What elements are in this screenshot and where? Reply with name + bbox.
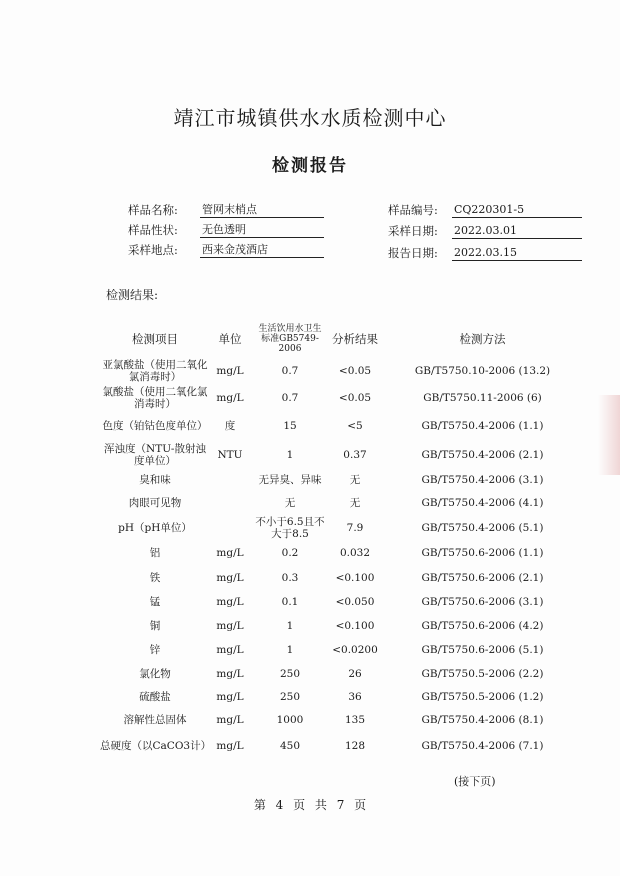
cell-method: GB/T5750.6-2006 (5.1) — [421, 644, 544, 656]
sample-name-value: 管网末梢点 — [200, 202, 324, 218]
cell-result: <0.100 — [335, 572, 375, 584]
cell-method: GB/T5750.6-2006 (2.1) — [421, 572, 544, 584]
cell-item: 肉眼可见物 — [128, 497, 182, 509]
cell-item: 色度（铂钴色度单位） — [102, 420, 208, 432]
table-row — [0, 385, 620, 411]
table-row — [0, 440, 620, 470]
cell-result: 135 — [344, 714, 366, 726]
cell-result: 0.032 — [339, 547, 371, 559]
table-row — [0, 663, 620, 685]
cell-standard: 15 — [283, 420, 297, 432]
sampling-site-label: 采样地点: — [128, 243, 178, 257]
cell-item: 氯酸盐（使用二氧化氯消毒时） — [102, 386, 208, 410]
cell-method: GB/T5750.11-2006 (6) — [423, 392, 542, 404]
table-row — [0, 615, 620, 637]
table-row — [0, 732, 620, 760]
header-item: 检测项目 — [132, 332, 178, 346]
table-row — [0, 639, 620, 661]
cell-unit — [210, 493, 250, 513]
cell-item: 铜 — [149, 620, 161, 632]
cell-unit: mg/L — [216, 714, 244, 726]
cell-unit — [210, 470, 250, 490]
cell-result: <0.050 — [335, 596, 375, 608]
cell-result: <0.0200 — [332, 644, 378, 656]
cell-item: 锌 — [149, 644, 161, 656]
table-header — [0, 320, 620, 358]
table-row — [0, 686, 620, 708]
sample-no-value: CQ220301-5 — [452, 202, 582, 218]
continued-note: (接下页) — [454, 775, 496, 788]
cell-method: GB/T5750.10-2006 (13.2) — [414, 365, 551, 377]
sample-no-label: 样品编号: — [388, 203, 438, 217]
table-row — [0, 515, 620, 541]
cell-method: GB/T5750.5-2006 (2.2) — [421, 668, 544, 680]
cell-method: GB/T5750.4-2006 (5.1) — [421, 522, 544, 534]
cell-result: 0.37 — [343, 449, 367, 461]
cell-result: 128 — [344, 740, 366, 752]
table-row — [0, 542, 620, 564]
cell-item: 总硬度（以CaCO3计） — [100, 740, 212, 752]
table-row — [0, 470, 620, 490]
cell-method: GB/T5750.5-2006 (1.2) — [421, 691, 544, 703]
cell-method: GB/T5750.4-2006 (1.1) — [421, 420, 544, 432]
cell-method: GB/T5750.4-2006 (7.1) — [421, 740, 544, 752]
cell-unit: mg/L — [216, 668, 244, 680]
table-row — [0, 591, 620, 613]
sample-name-label: 样品名称: — [128, 203, 178, 217]
table-row — [0, 413, 620, 439]
cell-standard: 无异臭、异味 — [258, 474, 322, 486]
cell-standard: 450 — [279, 740, 301, 752]
cell-unit: mg/L — [216, 547, 244, 559]
cell-standard: 无 — [284, 497, 296, 509]
sampling-site-value: 西来金茂酒店 — [200, 242, 324, 258]
cell-standard: 1 — [286, 620, 294, 632]
cell-unit: mg/L — [216, 620, 244, 632]
cell-standard: 1 — [286, 644, 294, 656]
cell-standard: 0.1 — [281, 596, 299, 608]
sampling-date-label: 采样日期: — [388, 224, 438, 238]
cell-method: GB/T5750.6-2006 (4.2) — [421, 620, 544, 632]
cell-method: GB/T5750.4-2006 (3.1) — [421, 474, 544, 486]
cell-method: GB/T5750.6-2006 (1.1) — [421, 547, 544, 559]
cell-result: 无 — [349, 497, 361, 509]
cell-standard: 1 — [286, 449, 294, 461]
cell-result: <0.05 — [338, 392, 372, 404]
cell-unit: mg/L — [216, 740, 244, 752]
cell-item: 铁 — [149, 572, 161, 584]
table-row — [0, 567, 620, 589]
cell-item: pH（pH单位） — [118, 522, 192, 534]
sample-state-value: 无色透明 — [200, 222, 324, 238]
cell-method: GB/T5750.4-2006 (4.1) — [421, 497, 544, 509]
cell-item: 硫酸盐 — [139, 691, 171, 703]
header-unit: 单位 — [218, 332, 242, 346]
report-title: 检测报告 — [272, 156, 348, 176]
cell-standard: 250 — [279, 691, 301, 703]
cell-unit: mg/L — [216, 691, 244, 703]
report-date-value: 2022.03.15 — [452, 245, 582, 261]
cell-result: <5 — [347, 420, 363, 432]
cell-unit: 度 — [224, 420, 236, 432]
cell-unit: mg/L — [216, 365, 244, 377]
cell-method: GB/T5750.4-2006 (8.1) — [421, 714, 544, 726]
cell-method: GB/T5750.6-2006 (3.1) — [421, 596, 544, 608]
cell-item: 锰 — [149, 596, 161, 608]
cell-unit: mg/L — [216, 644, 244, 656]
cell-standard: 0.2 — [281, 547, 299, 559]
cell-standard: 0.7 — [281, 392, 299, 404]
cell-item: 亚氯酸盐（使用二氧化氯消毒时） — [102, 359, 208, 383]
cell-unit — [210, 515, 250, 541]
cell-item: 铝 — [149, 547, 161, 559]
cell-method: GB/T5750.4-2006 (2.1) — [421, 449, 544, 461]
header-standard: 生活饮用水卫生标准GB5749-2006 — [258, 324, 322, 354]
cell-standard: 不小于6.5且不大于8.5 — [255, 516, 325, 540]
cell-result: 无 — [349, 474, 361, 486]
table-row — [0, 358, 620, 384]
cell-unit: mg/L — [216, 392, 244, 404]
cell-standard: 0.7 — [281, 365, 299, 377]
results-section-label: 检测结果: — [106, 288, 159, 302]
cell-item: 溶解性总固体 — [123, 714, 187, 726]
cell-item: 浑浊度（NTU-散射浊度单位） — [104, 443, 206, 467]
cell-unit: mg/L — [216, 572, 244, 584]
cell-result: 7.9 — [346, 522, 364, 534]
table-row — [0, 493, 620, 513]
cell-unit: mg/L — [216, 596, 244, 608]
header-method: 检测方法 — [459, 332, 506, 346]
cell-unit: NTU — [217, 449, 243, 461]
cell-standard: 1000 — [276, 714, 304, 726]
table-row — [0, 709, 620, 731]
cell-standard: 250 — [279, 668, 301, 680]
cell-result: 36 — [348, 691, 362, 703]
header-result: 分析结果 — [332, 332, 378, 346]
cell-result: <0.100 — [335, 620, 375, 632]
seal-stamp-edge — [598, 395, 620, 475]
cell-result: <0.05 — [338, 365, 372, 377]
cell-standard: 0.3 — [281, 572, 299, 584]
cell-item: 氯化物 — [139, 668, 171, 680]
report-date-label: 报告日期: — [388, 246, 438, 260]
sampling-date-value: 2022.03.01 — [452, 223, 582, 239]
page-footer: 第 4 页 共 7 页 — [253, 798, 367, 812]
cell-result: 26 — [348, 668, 362, 680]
sample-state-label: 样品性状: — [128, 223, 178, 237]
org-title: 靖江市城镇供水水质检测中心 — [173, 106, 447, 130]
cell-item: 臭和味 — [139, 474, 171, 486]
